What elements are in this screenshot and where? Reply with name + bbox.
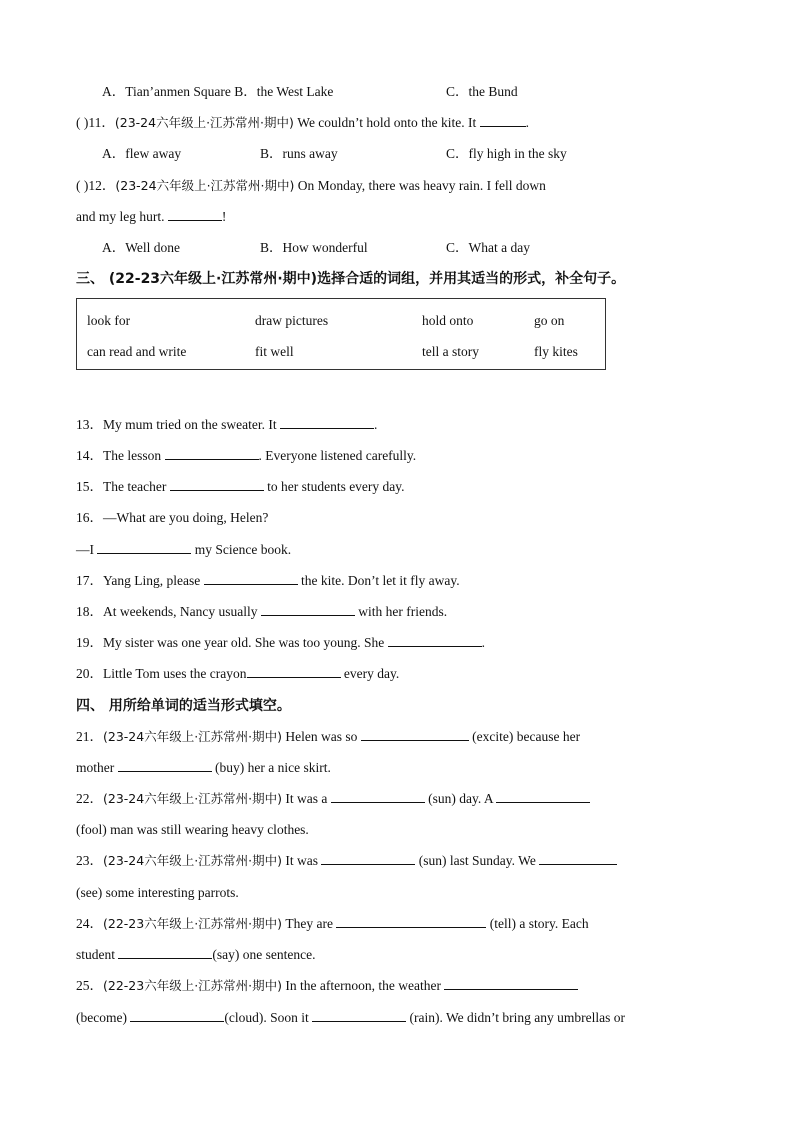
word-bank-item: hold onto	[422, 313, 474, 328]
question-19: 19．My sister was one year old. She was too young. She .	[76, 635, 485, 650]
question-16-answer: —I my Science book.	[76, 542, 292, 557]
answer-blank[interactable]	[261, 603, 355, 616]
question-21-line2: mother (buy) her a nice skirt.	[76, 760, 331, 775]
q12-option-c: C．What a day	[446, 240, 530, 255]
word-bank-item: draw pictures	[255, 313, 329, 328]
question-23: 23．(23-24六年级上·江苏常州·期中) It was (sun) last Sunday. We	[76, 852, 617, 870]
question-20: 20．Little Tom uses the crayon every day.	[76, 666, 400, 681]
q12-option-b: B．How wonderful	[260, 240, 368, 255]
question-23-line2: (see) some interesting parrots.	[76, 885, 239, 900]
q11-option-c: C．fly high in the sky	[446, 146, 567, 161]
word-bank-item: fit well	[255, 344, 294, 359]
answer-blank[interactable]	[496, 790, 590, 803]
answer-blank[interactable]	[280, 416, 374, 429]
answer-blank[interactable]	[165, 447, 259, 460]
question-18: 18．At weekends, Nancy usually with her friends.	[76, 604, 448, 619]
question-14: 14．The lesson . Everyone listened carefully.	[76, 448, 417, 463]
word-bank-item: can read and write	[87, 344, 187, 359]
answer-blank[interactable]	[336, 915, 486, 928]
q10-option-ab: A．Tian’anmen Square B．the West Lake	[102, 84, 334, 99]
answer-blank[interactable]	[247, 665, 341, 678]
question-25: 25．(22-23六年级上·江苏常州·期中) In the afternoon, the weather	[76, 977, 578, 995]
answer-blank[interactable]	[118, 759, 212, 772]
question-24: 24．(22-23六年级上·江苏常州·期中) They are (tell) a story. Each	[76, 916, 589, 931]
answer-blank[interactable]	[97, 541, 191, 554]
question-12-line2: and my leg hurt. !	[76, 209, 227, 224]
word-bank-item: tell a story	[422, 344, 479, 359]
question-15: 15．The teacher to her students every day.	[76, 479, 405, 494]
q11-option-a: A．flew away	[102, 146, 182, 161]
word-bank-item: look for	[87, 313, 131, 328]
q10-option-c: C．the Bund	[446, 84, 518, 99]
question-25-line2: (become) (cloud). Soon it (rain). We didn’t bring any umbrellas or	[76, 1010, 625, 1025]
q11-option-b: B．runs away	[260, 146, 338, 161]
word-bank-box	[76, 298, 606, 370]
answer-blank[interactable]	[312, 1009, 406, 1022]
question-22: 22．(23-24六年级上·江苏常州·期中) It was a (sun) day. A	[76, 790, 590, 808]
answer-blank[interactable]	[168, 208, 222, 221]
question-16: 16．—What are you doing, Helen?	[76, 510, 269, 525]
answer-blank[interactable]	[361, 728, 469, 741]
question-13: 13．My mum tried on the sweater. It .	[76, 417, 378, 432]
section-4-heading: 四、 用所给单词的适当形式填空。	[76, 698, 291, 714]
question-24-line2: student (say) one sentence.	[76, 947, 316, 962]
answer-blank[interactable]	[539, 852, 617, 865]
answer-blank[interactable]	[321, 852, 415, 865]
question-12: ( )12．(23-24六年级上·江苏常州·期中) On Monday, there was heavy rain. I fell down	[76, 178, 546, 193]
question-22-line2: (fool) man was still wearing heavy clothes.	[76, 822, 309, 837]
answer-paren[interactable]: ( )	[76, 115, 89, 130]
section-3-heading: 三、 (22-23六年级上·江苏常州·期中)选择合适的词组，并用其适当的形式，补全句子。	[76, 271, 626, 287]
answer-blank[interactable]	[331, 790, 425, 803]
q12-option-a: A．Well done	[102, 240, 181, 255]
question-21: 21．(23-24六年级上·江苏常州·期中) Helen was so (excite) because her	[76, 729, 581, 744]
word-bank-item: go on	[534, 313, 565, 328]
question-11: ( )11．(23-24六年级上·江苏常州·期中) We couldn’t hold onto the kite. It .	[76, 115, 530, 130]
answer-blank[interactable]	[118, 946, 212, 959]
question-17: 17．Yang Ling, please the kite. Don’t let it fly away.	[76, 573, 460, 588]
answer-blank[interactable]	[204, 572, 298, 585]
answer-blank[interactable]	[130, 1009, 224, 1022]
answer-paren[interactable]: ( )	[76, 178, 89, 193]
answer-blank[interactable]	[388, 634, 482, 647]
answer-blank[interactable]	[480, 114, 526, 127]
answer-blank[interactable]	[170, 478, 264, 491]
answer-blank[interactable]	[444, 977, 578, 990]
word-bank-item: fly kites	[534, 344, 578, 359]
